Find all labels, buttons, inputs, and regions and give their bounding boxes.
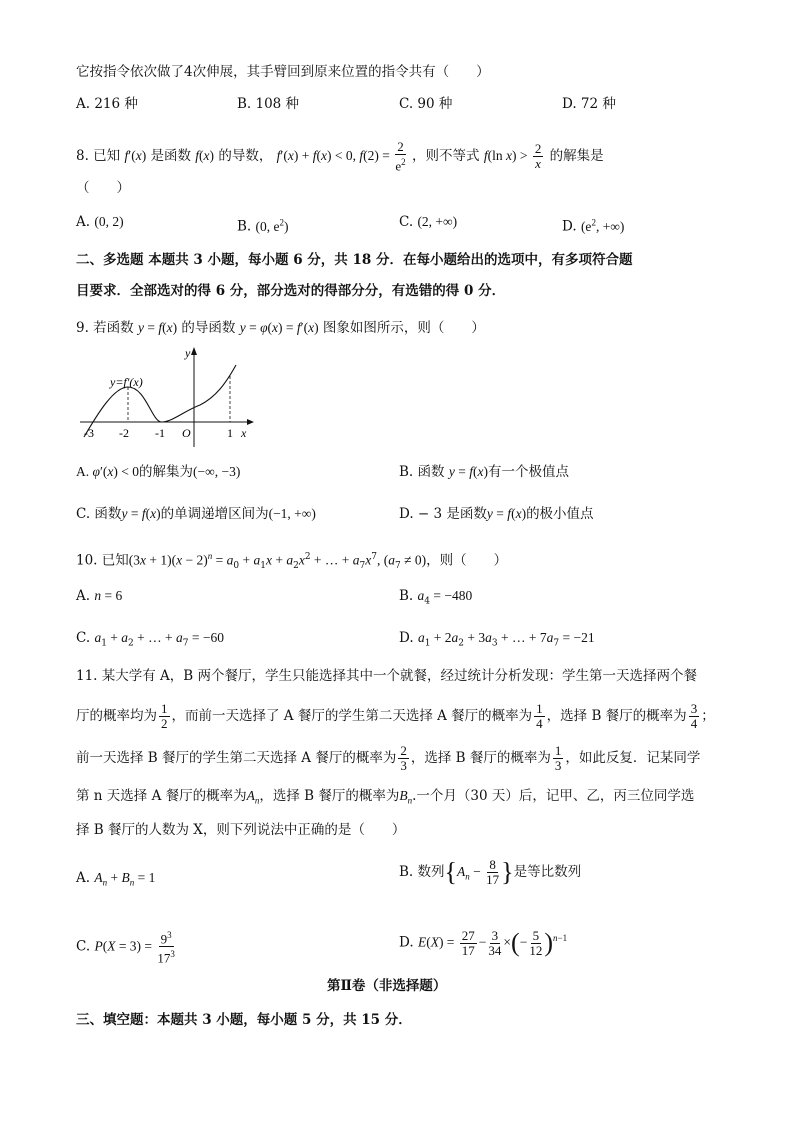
q11-line4: 第 n 天选择 A 餐厅的概率为$A_n$，选择 B 餐厅的概率为$B_n$.一个月（30 天）后，记甲、乙，丙三位同学选 bbox=[76, 788, 695, 806]
section2-line2: 目要求．全部选对的得 6 分，部分选对的得部分分，有选错的得 0 分． bbox=[76, 283, 506, 299]
x-axis-arrow bbox=[247, 419, 254, 425]
q9-option-c[interactable]: C. 函数y = f(x)的单调递增区间为(−1, +∞) bbox=[76, 506, 316, 522]
tick-minus-3: -3 bbox=[84, 426, 94, 440]
y-axis-label: y bbox=[185, 346, 191, 360]
q11-option-d[interactable]: D. E(X) = $\frac{27}{17}$ − $\frac{3}{34}$ ×(− $\frac{5}{12}$ )$^{n-1}$ bbox=[399, 927, 568, 958]
q9-option-d[interactable]: D. − 3 是函数y = f(x)的极小值点 bbox=[399, 506, 594, 522]
q11-line3: 前一天选择 B 餐厅的学生第二天选择 A 餐厅的概率为 $\frac{2}{3}$ ，选择 B 餐厅的概率为 $\frac{1}{3}$ ，如此反复．记某同学 bbox=[76, 743, 701, 773]
tick-1: 1 bbox=[227, 426, 233, 440]
q8-option-d[interactable]: D. ($e^2$, +∞) bbox=[562, 217, 625, 235]
q7-option-d[interactable]: D. 72 种 bbox=[562, 96, 616, 112]
q8-option-b[interactable]: B. (0, $e^2$) bbox=[237, 217, 289, 235]
q8-option-a[interactable]: A. (0, 2) bbox=[76, 214, 124, 230]
section2-line1: 二、多选题 本题共 3 小题，每小题 6 分，共 18 分．在每小题给出的选项中，有多项符合题 bbox=[76, 252, 633, 268]
part2-title: 第Ⅱ卷（非选择题） bbox=[327, 978, 447, 994]
q8-paren: （ ） bbox=[76, 180, 130, 196]
origin-label: O bbox=[182, 426, 191, 440]
q8-option-c[interactable]: C. (2, +∞) bbox=[399, 214, 458, 230]
section3-heading: 三、填空题：本题共 3 小题，每小题 5 分，共 15 分． bbox=[76, 1012, 412, 1028]
q11-line5: 择 B 餐厅的人数为 X，则下列说法中正确的是（ ） bbox=[76, 822, 406, 838]
tick-minus-2: -2 bbox=[119, 426, 129, 440]
tick-minus-1: -1 bbox=[155, 426, 165, 440]
q7-option-a[interactable]: A. 216 种 bbox=[76, 96, 138, 112]
q9-stem: 9. 若函数 y = f(x) 的导函数 y = φ(x) = f′(x) 图象如图所示，则（ ） bbox=[76, 320, 485, 336]
q10-option-b[interactable]: B. $a_4 = -480$ bbox=[399, 588, 473, 607]
q10-option-a[interactable]: A. n = 6 bbox=[76, 588, 123, 604]
curve-label: y=f′(x) bbox=[110, 375, 143, 389]
q11-option-c[interactable]: C. P(X = 3) = $\frac{9^3}{17^3}$ bbox=[76, 930, 175, 966]
q9-option-b[interactable]: B. 函数 y = f(x)有一个极值点 bbox=[399, 464, 569, 480]
q9-option-a[interactable]: A. φ′(x) < 0的解集为(−∞, −3) bbox=[76, 464, 241, 480]
q7-option-c[interactable]: C. 90 种 bbox=[399, 96, 453, 112]
y-axis-arrow bbox=[191, 347, 197, 355]
q10-stem: 10. 已知$(3x + 1)(x - 2)^n = a_0 + a_1x + a_2x^2$ + … + $a_7x^7$, $(a_7 \ne 0)$，则（ ） bbox=[76, 551, 508, 572]
q11-option-b[interactable]: B. 数列{$A_n$ − $\frac{8}{17}$ }是等比数列 bbox=[399, 857, 582, 887]
q10-option-c[interactable]: C. $a_1 + a_2$ + … + $a_7 = -60$ bbox=[76, 630, 224, 649]
q10-option-d[interactable]: D. $a_1 + 2a_2 + 3a_3$ + … + $7a_7 = -21$ bbox=[399, 630, 595, 649]
q7-option-b[interactable]: B. 108 种 bbox=[237, 96, 300, 112]
q7-stem: 它按指令依次做了4次伸展，其手臂回到原来位置的指令共有（ ） bbox=[76, 64, 490, 80]
q8-stem: 8. 已知 f′(x) 是函数 f(x) 的导数， f′(x) + f(x) < 0, f(2) = $\frac{2}{e^2}$ ，则不等式 f(ln x) > $\frac{2}{x}$ 的解集是 bbox=[76, 139, 604, 174]
x-axis-label: x bbox=[241, 426, 247, 440]
q9-derivative-graph bbox=[76, 343, 266, 453]
q11-line1: 11. 某大学有 A，B 两个餐厅，学生只能选择其中一个就餐，经过统计分析发现：学生第一天选择两个餐 bbox=[76, 668, 698, 684]
q11-option-a[interactable]: A. $A_n + B_n = 1$ bbox=[76, 870, 156, 888]
q11-line2: 厅的概率均为 $\frac{1}{2}$ ，而前一天选择了 A 餐厅的学生第二天选择 A 餐厅的概率为 $\frac{1}{4}$ ，选择 B 餐厅的概率为 $\frac{3}{4}$ ； bbox=[76, 701, 715, 731]
